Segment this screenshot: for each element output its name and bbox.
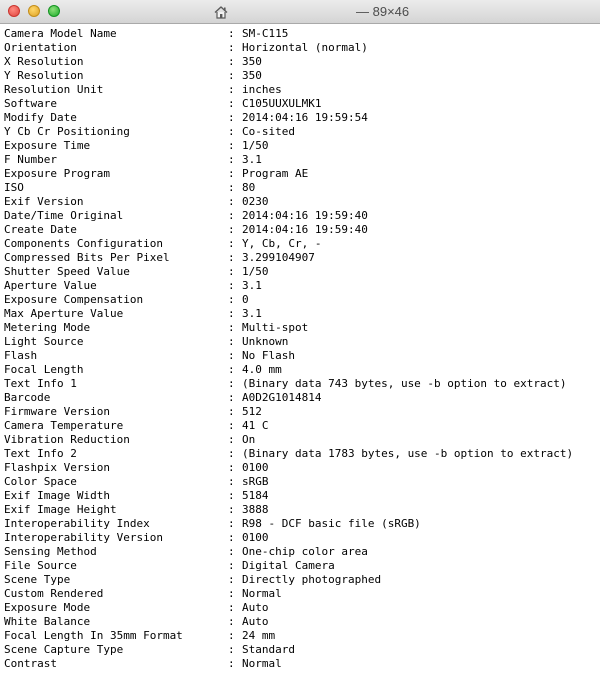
exif-row xyxy=(4,545,600,559)
exif-row xyxy=(4,139,600,153)
exif-separator: : xyxy=(228,293,235,306)
exif-tag-value: C105UUXULMK1 xyxy=(242,97,322,110)
exif-separator: : xyxy=(228,27,235,40)
terminal-output[interactable] xyxy=(0,24,600,673)
exif-row xyxy=(4,391,600,405)
exif-tag-label: X Resolution xyxy=(4,55,84,68)
exif-separator: : xyxy=(228,167,235,180)
exif-row xyxy=(4,223,600,237)
exif-row xyxy=(4,97,600,111)
exif-tag-value: inches xyxy=(242,83,282,96)
exif-tag-label: Text Info 2 xyxy=(4,447,77,460)
exif-tag-value: 3.1 xyxy=(242,153,262,166)
exif-separator: : xyxy=(228,517,235,530)
exif-separator: : xyxy=(228,223,235,236)
exif-tag-value: Multi-spot xyxy=(242,321,309,334)
exif-separator: : xyxy=(228,489,235,502)
exif-row xyxy=(4,181,600,195)
exif-separator: : xyxy=(228,181,235,194)
exif-tag-value: Directly photographed xyxy=(242,573,382,586)
exif-row xyxy=(4,321,600,335)
exif-tag-value: Normal xyxy=(242,587,282,600)
exif-row xyxy=(4,27,600,41)
exif-tag-value: 2014:04:16 19:59:40 xyxy=(242,223,368,236)
exif-separator: : xyxy=(228,573,235,586)
exif-row xyxy=(4,335,600,349)
exif-tag-value: 41 C xyxy=(242,419,269,432)
exif-tag-value: Horizontal (normal) xyxy=(242,41,368,54)
exif-tag-label: Exposure Program xyxy=(4,167,110,180)
exif-tag-label: Orientation xyxy=(4,41,77,54)
exif-row xyxy=(4,83,600,97)
exif-tag-value: 0100 xyxy=(242,531,269,544)
exif-row xyxy=(4,209,600,223)
exif-separator: : xyxy=(228,321,235,334)
exif-separator: : xyxy=(228,265,235,278)
exif-tag-label: Flashpix Version xyxy=(4,461,110,474)
exif-tag-value: (Binary data 743 bytes, use -b option to extract) xyxy=(242,377,567,390)
exif-row xyxy=(4,461,600,475)
exif-row xyxy=(4,41,600,55)
exif-tag-label: Components Configuration xyxy=(4,237,163,250)
exif-tag-value: 0100 xyxy=(242,461,269,474)
exif-separator: : xyxy=(228,111,235,124)
exif-separator: : xyxy=(228,643,235,656)
exif-tag-label: Interoperability Index xyxy=(4,517,150,530)
exif-row xyxy=(4,153,600,167)
exif-tag-label: Scene Capture Type xyxy=(4,643,124,656)
exif-row xyxy=(4,111,600,125)
exif-tag-value: 0230 xyxy=(242,195,269,208)
exif-tag-label: Exif Image Width xyxy=(4,489,110,502)
exif-separator: : xyxy=(228,601,235,614)
exif-tag-label: Exif Version xyxy=(4,195,84,208)
exif-separator: : xyxy=(228,545,235,558)
exif-separator: : xyxy=(228,461,235,474)
exif-tag-value: SM-C115 xyxy=(242,27,289,40)
exif-separator: : xyxy=(228,419,235,432)
exif-tag-value: 350 xyxy=(242,69,262,82)
exif-row xyxy=(4,237,600,251)
exif-row xyxy=(4,559,600,573)
exif-separator: : xyxy=(228,279,235,292)
exif-tag-label: Shutter Speed Value xyxy=(4,265,130,278)
exif-row xyxy=(4,419,600,433)
exif-tag-label: File Source xyxy=(4,559,77,572)
exif-row xyxy=(4,307,600,321)
exif-separator: : xyxy=(228,377,235,390)
exif-tag-label: Flash xyxy=(4,349,38,362)
exif-separator: : xyxy=(228,335,235,348)
exif-separator: : xyxy=(228,97,235,110)
exif-separator: : xyxy=(228,41,235,54)
window-titlebar[interactable] xyxy=(0,0,600,24)
exif-separator: : xyxy=(228,363,235,376)
exif-tag-label: Color Space xyxy=(4,475,77,488)
exif-separator: : xyxy=(228,195,235,208)
exif-tag-label: Text Info 1 xyxy=(4,377,77,390)
exif-separator: : xyxy=(228,69,235,82)
exif-separator: : xyxy=(228,307,235,320)
exif-tag-label: Vibration Reduction xyxy=(4,433,130,446)
exif-row xyxy=(4,377,600,391)
exif-row xyxy=(4,251,600,265)
exif-tag-value: Auto xyxy=(242,601,269,614)
exif-tag-label: Exposure Compensation xyxy=(4,293,144,306)
exif-tag-label: Software xyxy=(4,97,57,110)
exif-row xyxy=(4,517,600,531)
exif-separator: : xyxy=(228,531,235,544)
exif-row xyxy=(4,447,600,461)
exif-tag-label: ISO xyxy=(4,181,24,194)
exif-tag-label: White Balance xyxy=(4,615,91,628)
exif-tag-label: Exposure Mode xyxy=(4,601,91,614)
exif-tag-value: 3888 xyxy=(242,503,269,516)
exif-row xyxy=(4,573,600,587)
exif-separator: : xyxy=(228,503,235,516)
exif-tag-label: Metering Mode xyxy=(4,321,91,334)
exif-separator: : xyxy=(228,349,235,362)
exif-separator: : xyxy=(228,125,235,138)
exif-tag-value: 512 xyxy=(242,405,262,418)
exif-tag-label: Max Aperture Value xyxy=(4,307,124,320)
exif-row xyxy=(4,601,600,615)
exif-tag-value: Unknown xyxy=(242,335,289,348)
exif-row xyxy=(4,293,600,307)
exif-row xyxy=(4,167,600,181)
exif-row xyxy=(4,69,600,83)
exif-separator: : xyxy=(228,391,235,404)
exif-separator: : xyxy=(228,55,235,68)
exif-tag-label: Date/Time Original xyxy=(4,209,124,222)
exif-tag-value: Standard xyxy=(242,643,295,656)
exif-tag-label: F Number xyxy=(4,153,57,166)
exif-tag-value: Program AE xyxy=(242,167,309,180)
exif-tag-value: 4.0 mm xyxy=(242,363,282,376)
exif-tag-label: Aperture Value xyxy=(4,279,97,292)
exif-tag-label: Firmware Version xyxy=(4,405,110,418)
exif-row xyxy=(4,503,600,517)
exif-separator: : xyxy=(228,587,235,600)
exif-row xyxy=(4,195,600,209)
exif-tag-value: One-chip color area xyxy=(242,545,368,558)
exif-tag-value: 1/50 xyxy=(242,139,269,152)
exif-tag-label: Interoperability Version xyxy=(4,531,163,544)
exif-row xyxy=(4,629,600,643)
exif-tag-label: Custom Rendered xyxy=(4,587,104,600)
zoom-window-button[interactable] xyxy=(48,5,60,17)
exif-separator: : xyxy=(228,139,235,152)
exif-tag-value: 80 xyxy=(242,181,256,194)
exif-tag-label: Y Cb Cr Positioning xyxy=(4,125,130,138)
exif-separator: : xyxy=(228,209,235,222)
exif-tag-label: Y Resolution xyxy=(4,69,84,82)
exif-row xyxy=(4,657,600,671)
exif-tag-value: 2014:04:16 19:59:54 xyxy=(242,111,368,124)
exif-row xyxy=(4,489,600,503)
exif-tag-label: Sensing Method xyxy=(4,545,97,558)
exif-tag-label: Create Date xyxy=(4,223,77,236)
exif-separator: : xyxy=(228,629,235,642)
exif-tag-value: 3.299104907 xyxy=(242,251,315,264)
exif-row xyxy=(4,433,600,447)
exif-row xyxy=(4,405,600,419)
exif-tag-value: 3.1 xyxy=(242,307,262,320)
exif-tag-value: 3.1 xyxy=(242,279,262,292)
exif-tag-label: Exif Image Height xyxy=(4,503,117,516)
exif-row xyxy=(4,125,600,139)
exif-row xyxy=(4,475,600,489)
exif-tag-value: No Flash xyxy=(242,349,295,362)
exif-tag-value: 0 xyxy=(242,293,249,306)
exif-tag-label: Compressed Bits Per Pixel xyxy=(4,251,170,264)
exif-tag-value: 350 xyxy=(242,55,262,68)
exif-row xyxy=(4,349,600,363)
exif-tag-value: R98 - DCF basic file (sRGB) xyxy=(242,517,421,530)
exif-tag-value: 1/50 xyxy=(242,265,269,278)
exif-separator: : xyxy=(228,433,235,446)
exif-row xyxy=(4,587,600,601)
exif-tag-value: Y, Cb, Cr, - xyxy=(242,237,322,250)
exif-separator: : xyxy=(228,657,235,670)
exif-tag-value: Auto xyxy=(242,615,269,628)
exif-tag-value: Digital Camera xyxy=(242,559,335,572)
exif-separator: : xyxy=(228,559,235,572)
exif-row xyxy=(4,363,600,377)
exif-tag-label: Camera Temperature xyxy=(4,419,124,432)
home-icon xyxy=(213,4,229,20)
exif-row xyxy=(4,265,600,279)
exif-tag-value: sRGB xyxy=(242,475,269,488)
exif-tag-label: Scene Type xyxy=(4,573,71,586)
exif-row xyxy=(4,279,600,293)
exif-separator: : xyxy=(228,237,235,250)
exif-row xyxy=(4,643,600,657)
exif-tag-label: Modify Date xyxy=(4,111,77,124)
exif-tag-label: Barcode xyxy=(4,391,51,404)
exif-tag-label: Resolution Unit xyxy=(4,83,104,96)
exif-separator: : xyxy=(228,405,235,418)
exif-tag-value: Co-sited xyxy=(242,125,295,138)
exif-tag-value: On xyxy=(242,433,256,446)
exif-tag-label: Exposure Time xyxy=(4,139,91,152)
exif-separator: : xyxy=(228,251,235,264)
exif-tag-value: A0D2G1014814 xyxy=(242,391,322,404)
exif-tag-label: Light Source xyxy=(4,335,84,348)
window-title: — 89×46 xyxy=(356,4,410,19)
exif-tag-label: Camera Model Name xyxy=(4,27,117,40)
exif-tag-value: (Binary data 1783 bytes, use -b option to extract) xyxy=(242,447,574,460)
exif-tag-label: Contrast xyxy=(4,657,57,670)
close-window-button[interactable] xyxy=(8,5,20,17)
exif-separator: : xyxy=(228,615,235,628)
exif-row xyxy=(4,531,600,545)
exif-separator: : xyxy=(228,475,235,488)
minimize-window-button[interactable] xyxy=(28,5,40,17)
exif-separator: : xyxy=(228,447,235,460)
exif-tag-value: 2014:04:16 19:59:40 xyxy=(242,209,368,222)
exif-row xyxy=(4,615,600,629)
exif-row xyxy=(4,55,600,69)
exif-separator: : xyxy=(228,153,235,166)
exif-separator: : xyxy=(228,83,235,96)
exif-tag-value: Normal xyxy=(242,657,282,670)
exif-tag-value: 24 mm xyxy=(242,629,276,642)
exif-tag-value: 5184 xyxy=(242,489,269,502)
exif-tag-label: Focal Length In 35mm Format xyxy=(4,629,183,642)
exif-tag-label: Focal Length xyxy=(4,363,84,376)
